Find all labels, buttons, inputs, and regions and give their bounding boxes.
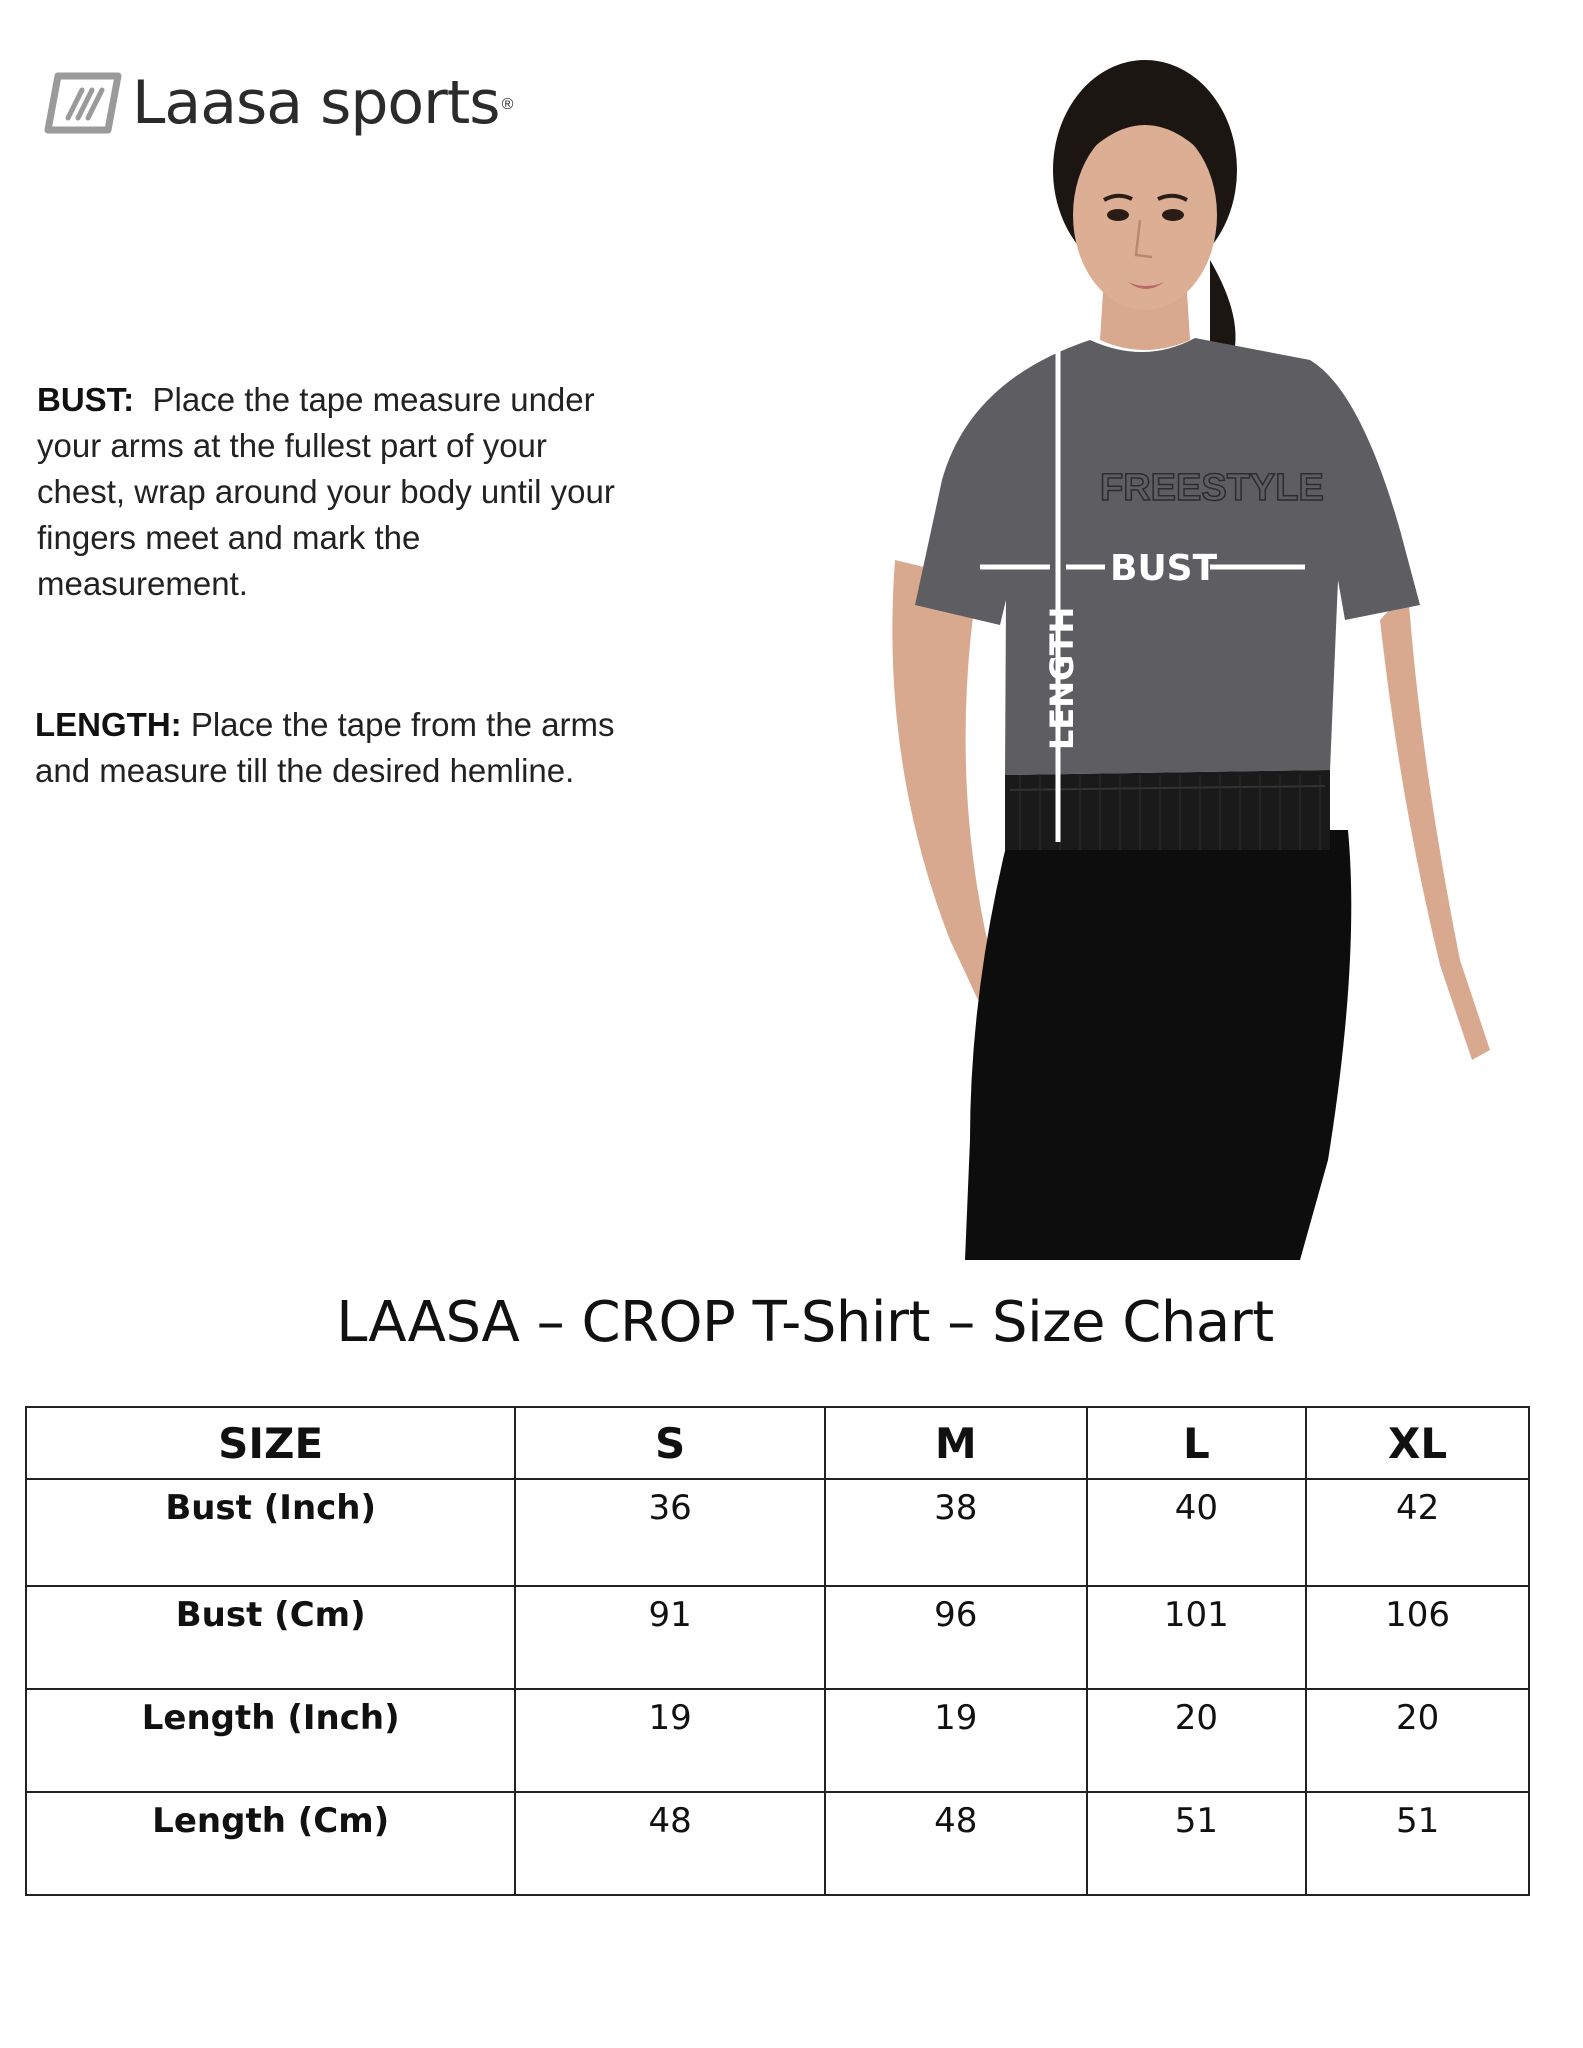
length-instruction-text: Place the tape from the arms and measure till the desired hemline. bbox=[35, 706, 615, 789]
row-label: Length (Inch) bbox=[26, 1689, 515, 1792]
table-cell: 20 bbox=[1087, 1689, 1307, 1792]
table-cell: 51 bbox=[1087, 1792, 1307, 1895]
table-cell: 106 bbox=[1306, 1586, 1529, 1689]
table-cell: 38 bbox=[825, 1479, 1087, 1586]
table-cell: 91 bbox=[515, 1586, 825, 1689]
table-cell: 36 bbox=[515, 1479, 825, 1586]
bust-instruction bbox=[37, 377, 637, 607]
brand-name: Laasa sports bbox=[132, 68, 500, 138]
laasa-logo-icon bbox=[44, 70, 122, 136]
table-cell: 40 bbox=[1087, 1479, 1307, 1586]
bust-instruction-label: BUST: bbox=[37, 381, 135, 418]
table-cell: 101 bbox=[1087, 1586, 1307, 1689]
table-cell: 42 bbox=[1306, 1479, 1529, 1586]
row-label: Bust (Inch) bbox=[26, 1479, 515, 1586]
table-cell: 48 bbox=[515, 1792, 825, 1895]
registered-mark: ® bbox=[501, 96, 514, 113]
table-cell: 96 bbox=[825, 1586, 1087, 1689]
shirt-print-text: FREESTYLE bbox=[1100, 467, 1324, 509]
bust-instruction-text: Place the tape measure under your arms at the fullest part of your chest, wrap around your body until your fingers meet and mark the measurement. bbox=[37, 381, 615, 602]
model-leggings bbox=[965, 830, 1351, 1260]
header-m: M bbox=[825, 1407, 1087, 1479]
table-row bbox=[26, 1792, 1529, 1895]
bust-marker-label: BUST bbox=[1110, 548, 1218, 589]
model-face bbox=[1073, 120, 1217, 310]
model-right-arm bbox=[1380, 590, 1490, 1060]
model-left-arm bbox=[892, 560, 1000, 1000]
table-cell: 20 bbox=[1306, 1689, 1529, 1792]
header-xl: XL bbox=[1306, 1407, 1529, 1479]
length-instruction bbox=[35, 702, 635, 794]
table-row bbox=[26, 1586, 1529, 1689]
row-label: Length (Cm) bbox=[26, 1792, 515, 1895]
table-row bbox=[26, 1689, 1529, 1792]
table-cell: 19 bbox=[515, 1689, 825, 1792]
header-s: S bbox=[515, 1407, 825, 1479]
length-marker-label: LENGTH bbox=[1043, 606, 1081, 750]
table-row bbox=[26, 1479, 1529, 1586]
header-l: L bbox=[1087, 1407, 1307, 1479]
row-label: Bust (Cm) bbox=[26, 1586, 515, 1689]
table-cell: 51 bbox=[1306, 1792, 1529, 1895]
length-instruction-label: LENGTH: bbox=[35, 706, 182, 743]
brand-logo bbox=[44, 70, 513, 136]
table-header-row bbox=[26, 1407, 1529, 1479]
size-chart-table bbox=[25, 1406, 1530, 1896]
table-cell: 48 bbox=[825, 1792, 1087, 1895]
table-cell: 19 bbox=[825, 1689, 1087, 1792]
model-photo bbox=[860, 60, 1510, 1260]
header-size: SIZE bbox=[26, 1407, 515, 1479]
size-chart-title: LAASA – CROP T-Shirt – Size Chart bbox=[336, 1290, 1274, 1355]
